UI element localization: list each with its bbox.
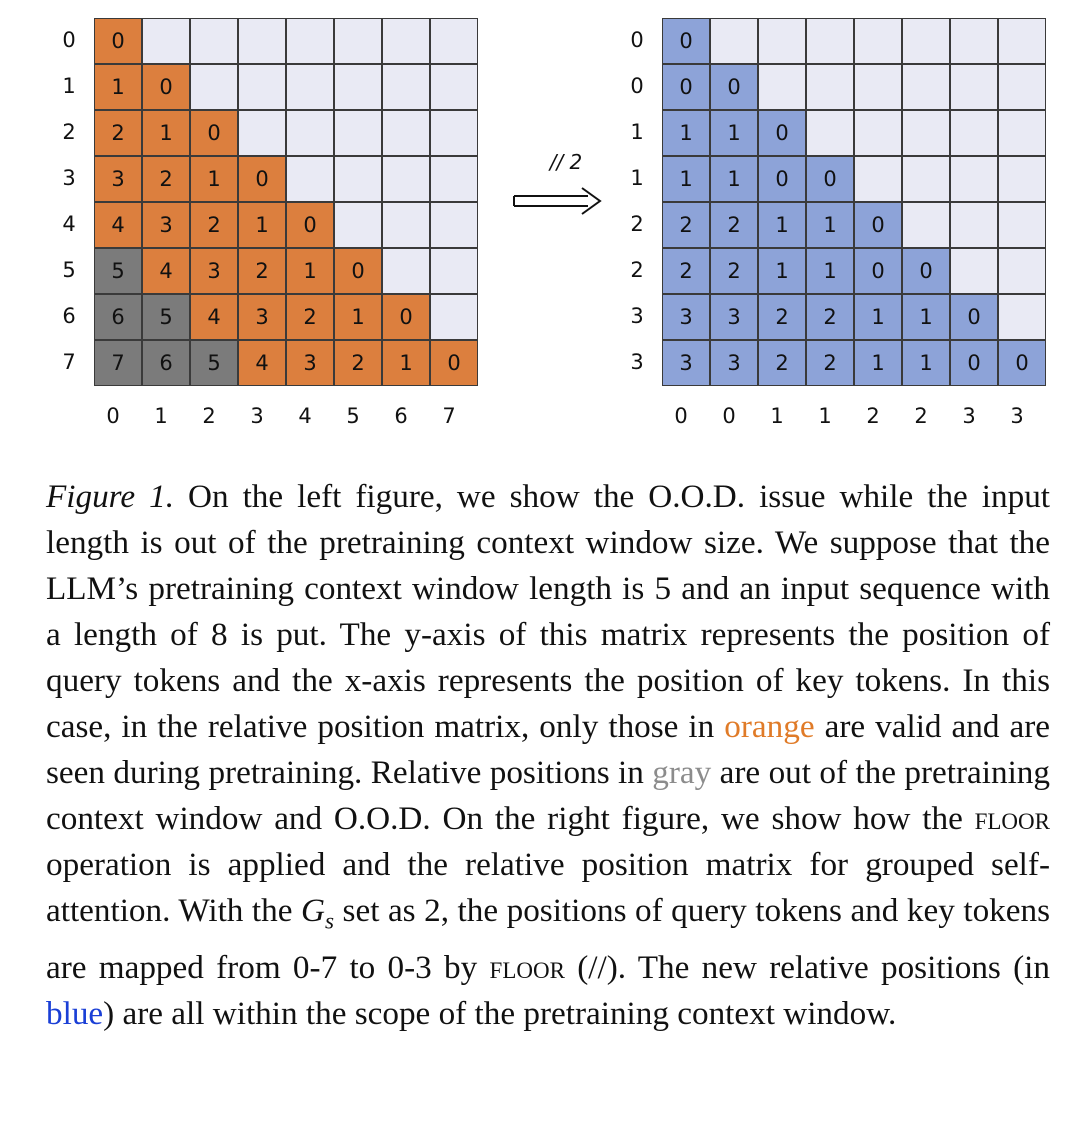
right-matrix-cell <box>806 110 854 156</box>
right-matrix-col-label: 2 <box>866 404 880 428</box>
left-matrix-cell: 0 <box>190 110 238 156</box>
caption-text-5: set as 2, the positions of query tokens and key tokens are mapped from 0-7 to 0-3 by <box>46 892 1050 986</box>
caption-floor-1: floor <box>974 800 1050 837</box>
left-matrix-cell <box>334 64 382 110</box>
right-matrix-cell: 2 <box>806 294 854 340</box>
right-matrix-row-label: 2 <box>630 212 644 236</box>
caption-floor-2: floor <box>489 948 565 986</box>
left-matrix-row-label: 5 <box>62 258 76 282</box>
left-matrix-cell <box>334 110 382 156</box>
left-matrix-cell <box>382 110 430 156</box>
right-matrix-cell <box>758 18 806 64</box>
caption-text-4: operation is applied and the relative position matrix for grouped self-attention. With the <box>46 846 1050 929</box>
left-matrix-row-label: 6 <box>62 304 76 328</box>
left-matrix-col-label: 1 <box>154 404 168 428</box>
right-matrix-col-label: 0 <box>722 404 736 428</box>
left-matrix-cell: 3 <box>142 202 190 248</box>
left-matrix-cell: 2 <box>142 156 190 202</box>
right-matrix-cell: 0 <box>662 18 710 64</box>
right-matrix-row-label: 3 <box>630 350 644 374</box>
left-matrix-cell: 1 <box>334 294 382 340</box>
left-matrix-cell <box>382 18 430 64</box>
left-relative-position-matrix <box>94 18 478 386</box>
right-matrix-cell: 0 <box>758 156 806 202</box>
figure-caption <box>46 474 1050 1037</box>
left-matrix-cell: 1 <box>94 64 142 110</box>
left-matrix-cell <box>286 156 334 202</box>
left-matrix-cell <box>430 110 478 156</box>
left-matrix-row-label: 1 <box>62 74 76 98</box>
right-matrix-cell: 0 <box>854 202 902 248</box>
right-matrix-cell <box>950 248 998 294</box>
caption-text-1: On the left figure, we show the O.O.D. issue while the input length is out of the pretraining context window size. We suppose that the LLM’s pretraining context window length is 5 and an input sequence with a length of 8 is put. The y-axis of this matrix represents the position of query tokens and the x-axis represents the position of key tokens. In this case, in the relative position matrix, only those in <box>46 478 1051 745</box>
right-matrix-cell: 1 <box>758 248 806 294</box>
left-matrix-cell: 6 <box>142 340 190 386</box>
right-matrix-cell <box>998 202 1046 248</box>
left-matrix-cell <box>142 18 190 64</box>
left-matrix-cell <box>382 248 430 294</box>
right-matrix-cell: 1 <box>806 202 854 248</box>
right-matrix-cell: 2 <box>710 202 758 248</box>
left-matrix-cell: 4 <box>94 202 142 248</box>
left-matrix-cell: 5 <box>190 340 238 386</box>
right-matrix-cell: 1 <box>902 294 950 340</box>
left-matrix-col-label: 4 <box>298 404 312 428</box>
right-matrix-cell <box>998 156 1046 202</box>
left-matrix-cell: 3 <box>286 340 334 386</box>
left-matrix-cell: 0 <box>238 156 286 202</box>
left-matrix-cell <box>430 18 478 64</box>
caption-gray-word: gray <box>652 754 712 791</box>
left-matrix-cell: 0 <box>382 294 430 340</box>
left-matrix-cell: 2 <box>94 110 142 156</box>
right-matrix-cell <box>998 18 1046 64</box>
right-matrix-cell: 2 <box>758 340 806 386</box>
left-matrix-cell: 3 <box>94 156 142 202</box>
left-matrix-row-label: 7 <box>62 350 76 374</box>
right-matrix-cell: 0 <box>662 64 710 110</box>
right-matrix-cell: 0 <box>758 110 806 156</box>
left-matrix-cell <box>286 18 334 64</box>
left-matrix-cell: 0 <box>286 202 334 248</box>
left-matrix-cell: 0 <box>334 248 382 294</box>
left-matrix-col-label: 3 <box>250 404 264 428</box>
left-matrix-cell <box>238 18 286 64</box>
caption-math-g: $G_s$ <box>301 892 335 935</box>
right-matrix-col-label: 1 <box>770 404 784 428</box>
right-matrix-row-label: 3 <box>630 304 644 328</box>
right-matrix-cell <box>998 110 1046 156</box>
left-matrix-cell: 1 <box>382 340 430 386</box>
double-arrow-icon <box>512 186 604 216</box>
left-matrix-cell <box>430 294 478 340</box>
right-matrix-cell: 1 <box>662 156 710 202</box>
left-matrix-col-label: 6 <box>394 404 408 428</box>
right-matrix-cell <box>950 64 998 110</box>
right-matrix-cell <box>902 110 950 156</box>
caption-blue-word: blue <box>46 994 104 1032</box>
left-matrix-cell: 4 <box>190 294 238 340</box>
left-matrix-cell <box>334 156 382 202</box>
left-matrix-cell <box>430 202 478 248</box>
caption-text-2: are valid and are seen during pretraining. Relative positions in <box>46 708 1050 791</box>
right-matrix-col-label: 0 <box>674 404 688 428</box>
left-matrix-cell <box>286 110 334 156</box>
right-matrix-cell: 1 <box>662 110 710 156</box>
left-matrix-cell: 6 <box>94 294 142 340</box>
right-matrix-cell: 3 <box>662 294 710 340</box>
right-matrix-cell <box>950 156 998 202</box>
right-matrix-col-label: 1 <box>818 404 832 428</box>
caption-text-7: ) are all within the scope of the pretraining context window. <box>103 994 897 1032</box>
right-matrix-cell: 0 <box>998 340 1046 386</box>
right-matrix-cell: 0 <box>710 64 758 110</box>
left-matrix-col-label: 2 <box>202 404 216 428</box>
right-matrix-cell: 2 <box>710 248 758 294</box>
caption-lead: Figure 1. <box>46 478 174 515</box>
right-matrix-cell: 0 <box>902 248 950 294</box>
right-matrix-cell <box>902 156 950 202</box>
right-matrix-cell: 1 <box>902 340 950 386</box>
left-matrix-cell: 1 <box>190 156 238 202</box>
right-matrix-row-label: 1 <box>630 166 644 190</box>
right-matrix-cell: 2 <box>758 294 806 340</box>
left-matrix-cell <box>382 156 430 202</box>
caption-text-6: (//). The new relative positions (in <box>564 948 1050 986</box>
right-matrix-cell <box>854 110 902 156</box>
right-matrix-cell <box>902 18 950 64</box>
left-matrix-cell: 3 <box>238 294 286 340</box>
right-matrix-cell: 0 <box>854 248 902 294</box>
left-matrix-cell <box>286 64 334 110</box>
right-matrix-cell <box>854 18 902 64</box>
right-grouped-position-matrix <box>662 18 1046 386</box>
right-matrix-row-label: 2 <box>630 258 644 282</box>
right-matrix-cell <box>950 202 998 248</box>
right-matrix-cell: 1 <box>806 248 854 294</box>
left-matrix-cell <box>382 202 430 248</box>
left-matrix-cell <box>334 202 382 248</box>
left-matrix-row-label: 2 <box>62 120 76 144</box>
right-matrix-cell <box>950 110 998 156</box>
left-matrix-row-label: 3 <box>62 166 76 190</box>
left-matrix-cell: 1 <box>286 248 334 294</box>
left-matrix-cell <box>430 248 478 294</box>
left-matrix-cell: 2 <box>286 294 334 340</box>
left-matrix-cell: 7 <box>94 340 142 386</box>
right-matrix-col-label: 3 <box>962 404 976 428</box>
left-matrix-cell: 1 <box>238 202 286 248</box>
left-matrix-cell <box>334 18 382 64</box>
left-matrix-cell <box>190 64 238 110</box>
right-matrix-cell: 3 <box>710 340 758 386</box>
right-matrix-row-label: 0 <box>630 28 644 52</box>
right-matrix-cell: 1 <box>710 156 758 202</box>
left-matrix-row-label: 0 <box>62 28 76 52</box>
left-matrix-cell: 3 <box>190 248 238 294</box>
left-matrix-col-label: 0 <box>106 404 120 428</box>
right-matrix-col-label: 3 <box>1010 404 1024 428</box>
right-matrix-cell: 0 <box>806 156 854 202</box>
right-matrix-cell <box>806 18 854 64</box>
right-matrix-row-label: 0 <box>630 74 644 98</box>
left-matrix-cell: 0 <box>94 18 142 64</box>
right-matrix-cell: 0 <box>950 340 998 386</box>
right-matrix-cell <box>806 64 854 110</box>
left-matrix-cell: 0 <box>430 340 478 386</box>
right-matrix-cell: 1 <box>710 110 758 156</box>
floor-arrow-label: // 2 <box>549 150 583 174</box>
right-matrix-cell: 3 <box>662 340 710 386</box>
left-matrix-cell: 5 <box>142 294 190 340</box>
right-matrix-cell <box>854 64 902 110</box>
left-matrix-cell <box>238 110 286 156</box>
right-matrix-cell: 2 <box>806 340 854 386</box>
left-matrix-cell: 2 <box>190 202 238 248</box>
right-matrix-cell: 3 <box>710 294 758 340</box>
right-matrix-cell: 0 <box>950 294 998 340</box>
left-matrix-cell: 2 <box>334 340 382 386</box>
right-matrix-cell <box>902 64 950 110</box>
left-matrix-cell: 0 <box>142 64 190 110</box>
left-matrix-row-label: 4 <box>62 212 76 236</box>
left-matrix-cell <box>382 64 430 110</box>
right-matrix-cell <box>854 156 902 202</box>
left-matrix-cell: 1 <box>142 110 190 156</box>
right-matrix-cell: 2 <box>662 202 710 248</box>
left-matrix-cell: 4 <box>142 248 190 294</box>
right-matrix-cell <box>758 64 806 110</box>
right-matrix-cell <box>998 64 1046 110</box>
caption-text-3: are out of the pretraining context window and O.O.D. On the right figure, we show how the <box>46 754 1050 837</box>
left-matrix-cell <box>190 18 238 64</box>
left-matrix-cell: 2 <box>238 248 286 294</box>
left-matrix-cell: 5 <box>94 248 142 294</box>
left-matrix-cell: 4 <box>238 340 286 386</box>
right-matrix-cell <box>998 294 1046 340</box>
left-matrix-col-label: 7 <box>442 404 456 428</box>
right-matrix-cell: 1 <box>854 340 902 386</box>
right-matrix-cell <box>998 248 1046 294</box>
right-matrix-cell: 1 <box>854 294 902 340</box>
left-matrix-cell <box>430 156 478 202</box>
right-matrix-cell <box>950 18 998 64</box>
left-matrix-col-label: 5 <box>346 404 360 428</box>
caption-orange-word: orange <box>724 708 815 745</box>
left-matrix-cell <box>430 64 478 110</box>
right-matrix-cell: 2 <box>662 248 710 294</box>
right-matrix-col-label: 2 <box>914 404 928 428</box>
right-matrix-cell <box>902 202 950 248</box>
right-matrix-cell: 1 <box>758 202 806 248</box>
right-matrix-row-label: 1 <box>630 120 644 144</box>
figure <box>0 0 1080 440</box>
left-matrix-cell <box>238 64 286 110</box>
right-matrix-cell <box>710 18 758 64</box>
